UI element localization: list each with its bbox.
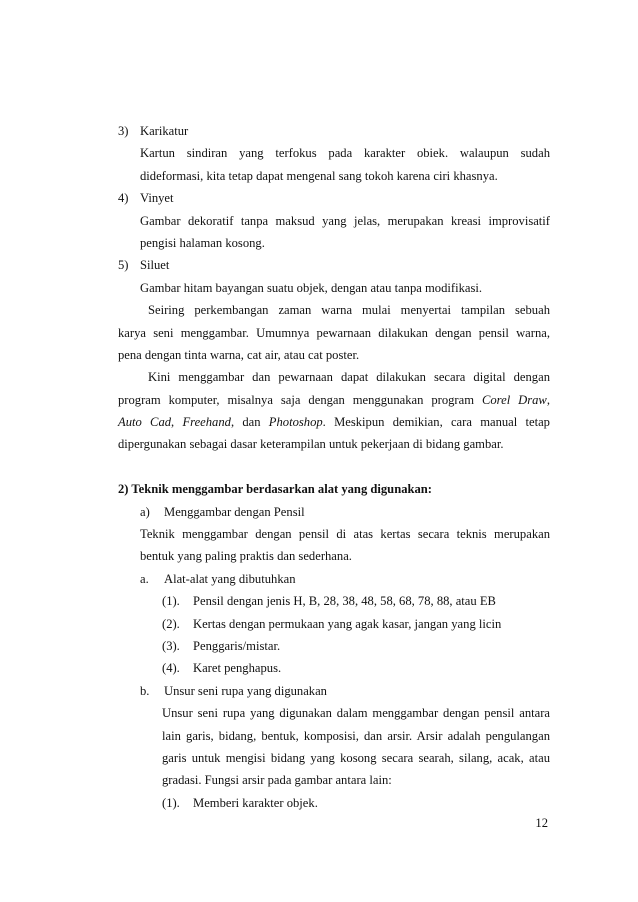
tool-item: (2). Kertas dengan permukaan yang agak kasar, jangan yang licin — [162, 616, 502, 631]
list-item-title: a. Alat-alat yang dibutuhkan — [140, 571, 296, 586]
paragraph-line: Auto Cad, Freehand, dan Photoshop. Meskipun demikian, cara manual tetap — [118, 415, 550, 430]
tool-item: (1). Pensil dengan jenis H, B, 28, 38, 48, 58, 68, 78, 88, atau EB — [162, 594, 496, 609]
list-item-desc: gradasi. Fungsi arsir pada gambar antara lain: — [162, 773, 392, 788]
list-item-desc: Unsur seni rupa yang digunakan dalam menggambar dengan pensil antara — [162, 706, 550, 721]
list-item-desc: dideformasi, kita tetap dapat mengenal sang tokoh karena ciri khasnya. — [140, 168, 498, 183]
sub-item-desc: bentuk yang paling praktis dan sederhana. — [140, 549, 352, 564]
section-heading: 2) Teknik menggambar berdasarkan alat yang digunakan: — [118, 482, 432, 497]
list-item-desc: lain garis, bidang, bentuk, komposisi, dan arsir. Arsir adalah pengulangan — [162, 728, 550, 743]
list-item-title: 4) Vinyet — [118, 191, 174, 206]
list-item-desc: garis untuk mengisi bidang yang kosong secara searah, silang, acak, atau — [162, 750, 550, 765]
page-number: 12 — [535, 816, 548, 830]
paragraph-line: dipergunakan sebagai dasar keterampilan untuk pekerjaan di bidang gambar. — [118, 437, 504, 452]
list-item-desc: Kartun sindiran yang terfokus pada karakter obiek. walaupun sudah — [140, 146, 550, 161]
list-item-title: 5) Siluet — [118, 258, 170, 273]
list-item-desc: Gambar dekoratif tanpa maksud yang jelas, merupakan kreasi improvisatif — [140, 213, 550, 228]
list-item-desc: Gambar hitam bayangan suatu objek, dengan atau tanpa modifikasi. — [140, 280, 483, 295]
function-item: (1). Memberi karakter objek. — [162, 795, 318, 810]
list-item-desc: pengisi halaman kosong. — [140, 235, 265, 250]
paragraph-line: pena dengan tinta warna, cat air, atau cat poster. — [118, 347, 360, 362]
tool-item: (3). Penggaris/mistar. — [162, 638, 281, 653]
section-gap — [118, 456, 550, 478]
paragraph-line: Seiring perkembangan zaman warna mulai menyertai tampilan sebuah — [148, 303, 550, 318]
paragraph-line: karya seni menggambar. Umumnya pewarnaan dilakukan dengan pensil warna, — [118, 325, 550, 340]
list-item-title: b. Unsur seni rupa yang digunakan — [140, 683, 327, 698]
list-item-title: 3) Karikatur — [118, 124, 189, 138]
sub-item-desc: Teknik menggambar dengan pensil di atas kertas secara teknis merupakan — [140, 527, 550, 542]
tool-item: (4). Karet penghapus. — [162, 661, 282, 676]
sub-item-title: a) Menggambar dengan Pensil — [140, 504, 305, 519]
paragraph-line: program komputer, misalnya saja dengan menggunakan program Corel Draw, — [118, 392, 550, 407]
page-body — [118, 120, 550, 814]
paragraph-line: Kini menggambar dan pewarnaan dapat dilakukan secara digital dengan — [148, 370, 550, 385]
